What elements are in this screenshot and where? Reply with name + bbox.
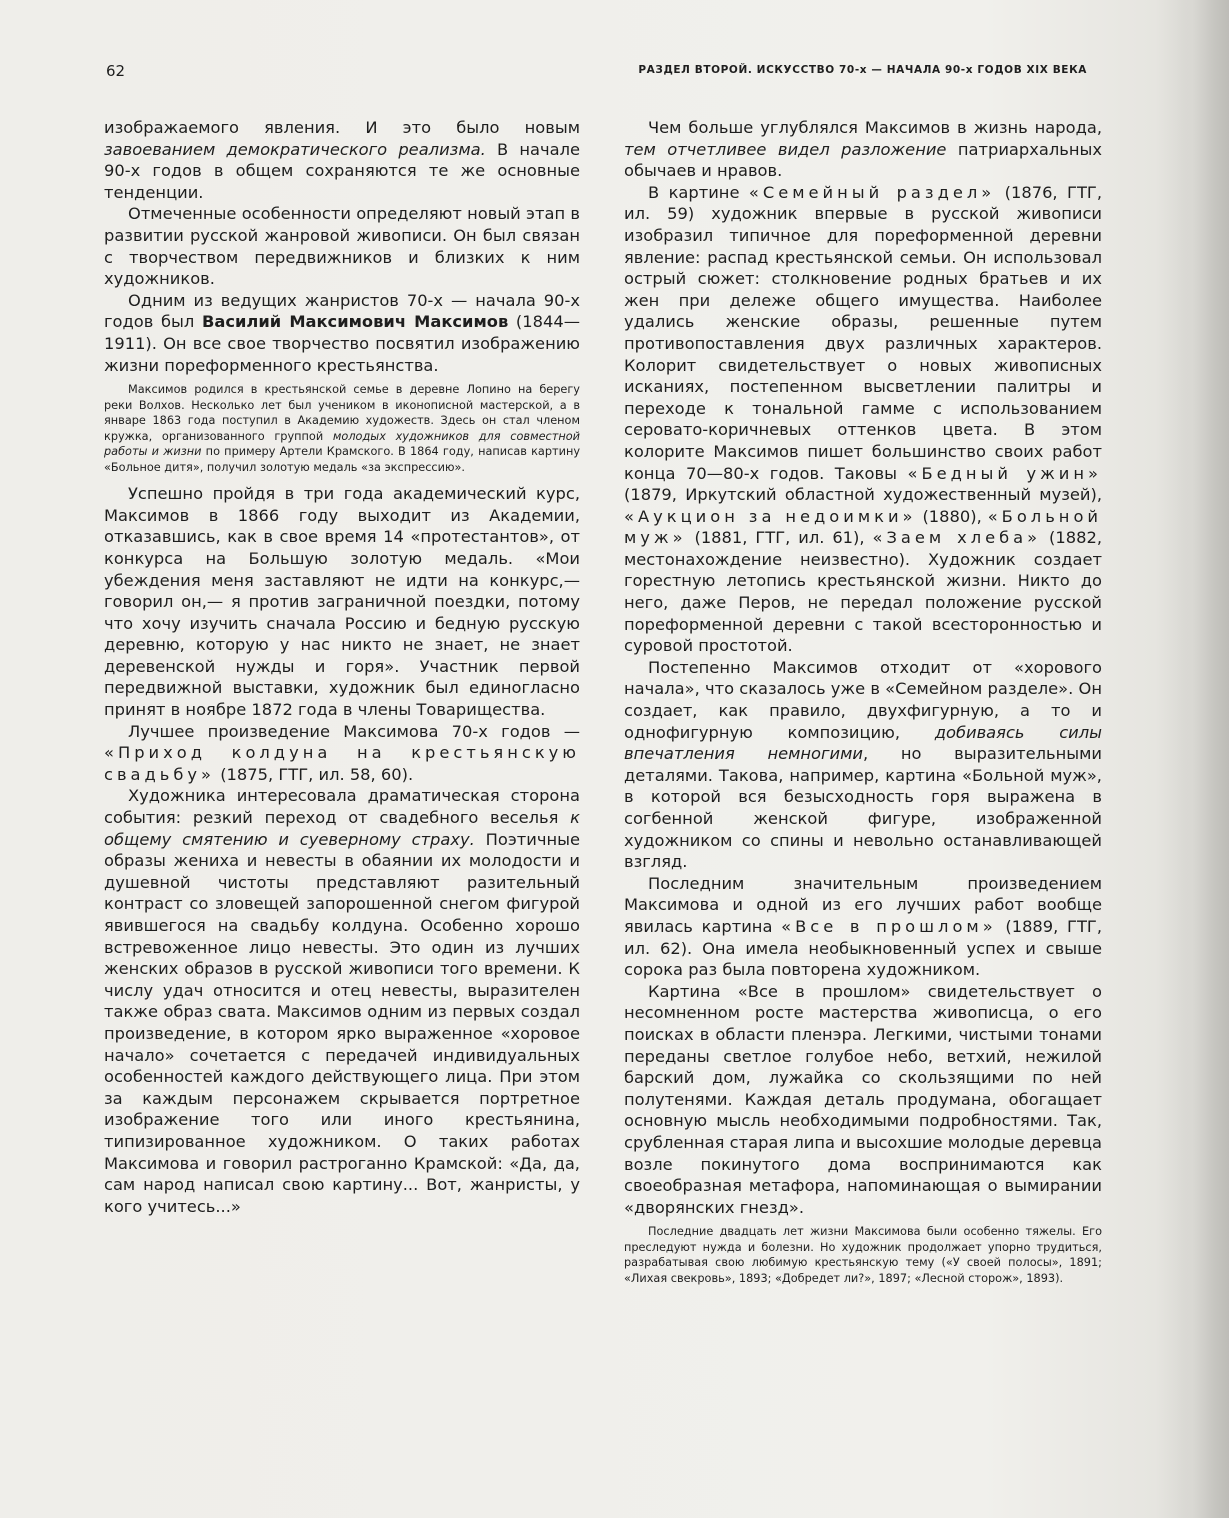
right-column <box>624 117 1102 1294</box>
biography-note: Максимов родился в крестьянской семье в деревне Лопино на берегу реки Волхов. Несколько лет был учеником в иконописной мастерской, а в январе 1863 года поступил в Академию художеств. Здесь он стал членом кружка, организованного группой молодых художников для совместной работы и жизни по примеру Артели Крамского. В 1864 году, написав картину «Больное дитя», получил золотую медаль «за экспрессию». <box>104 383 581 474</box>
paragraph: Последним значительным произведением Максимова и одной из его лучших работ вообще явилась картина «Все в прошлом» (1889, ГТГ, ил. 62). Она имела необыкновенный успех и свыше сорока раз была повторена художником. <box>624 873 1103 980</box>
paragraph: Художника интересовала драматическая сторона события: резкий переход от свадебного веселья к общему смятению и суеверному страху. Поэтичные образы жениха и невесты в обаянии их молодости и душевной чистоты представляют разительный контраст со зловещей запорошенной снегом фигурой явившегося на свадьбу колдуна. Особенно хорошо встревоженное лицо невесты. Это один из лучших женских образов в русской живописи того времени. К числу удач относится и отец невесты, выразителен также образ свата. Максимов одним из первых создал произведение, в котором ярко выраженное «хоровое начало» сочетается с передачей индивидуальных особенностей каждого действующего лица. При этом за каждым персонажем скрывается портретное изображение того или иного крестьянина, типизированное художником. О таких работах Максимова и говорил растроганно Крамской: «Да, да, сам народ написал свою картину... Вот, жанристы, у кого учитесь...» <box>104 786 580 1216</box>
artwork-title: «Больной муж» <box>624 506 1102 548</box>
paragraph: изображаемого явления. И это было новым завоеванием демократического реализма. В начале 90-х годов в общем сохраняются те же основные тенденции. <box>104 118 580 202</box>
paragraph: В картине «Семейный раздел» (1876, ГТГ, ил. 59) художник впервые в русской живописи изобразил типичное для пореформенной деревни явление: распад крестьянской семьи. Он использовал острый сюжет: столкновение родных братьев и их жен при дележе общего имущества. Наиболее удались женские образы, решенные путем противопоставления двух различных характеров. Колорит свидетельствует о новых живописных исканиях, постепенном высветлении палитры и переходе к тональной гамме с использованием серовато-коричневых оттенков цвета. В этом колорите Максимов пишет большинство своих работ конца 70—80-х годов. Таковы «Бедный ужин» (1879, Иркутский областной художественный музей), «Аукцион за недоимки» (1880), «Больной муж» (1881, ГТГ, ил. 61), «Заем хлеба» (1882, местонахождение неизвестно). Художник создает горестную летопись крестьянской жизни. Никто до него, даже Перов, не передал положение русской пореформенной деревни с такой всесторонностью и суровой простотой. <box>624 182 1103 656</box>
artwork-title: «Все в прошлом» <box>781 916 997 936</box>
late-years-note: Последние двадцать лет жизни Максимова были особенно тяжелы. Его преследуют нужда и болезни. Но художник продолжает упорно трудиться, разрабатывая свою любимую крестьянскую тему («У своей полосы», 1891; «Лихая свекровь», 1893; «Добредет ли?», 1897; «Лесной сторож», 1893). <box>624 1225 1102 1285</box>
paragraph: Постепенно Максимов отходит от «хорового начала», что сказалось уже в «Семейном разделе». Он создает, как правило, двухфигурную, а то и однофигурную композицию, добиваясь силы впечатления немногими, но выразительными деталями. Такова, например, картина «Больной муж», в которой вся безысходность горя выражена в согбенной женской фигуре, изображенной художником со спины и невольно останавливающей взгляд. <box>624 657 1102 872</box>
artwork-title: «Бедный ужин» <box>907 463 1102 483</box>
artwork-title: «Заем хлеба» <box>872 528 1042 548</box>
running-head: РАЗДЕЛ ВТОРОЙ. ИСКУССТВО 70-х — НАЧАЛА 90-х ГОДОВ XIX ВЕКА <box>638 64 1087 76</box>
paragraph: Чем больше углублялся Максимов в жизнь народа, тем отчетливее видел разложение патриархальных обычаев и нравов. <box>624 118 1102 181</box>
artwork-title: «Аукцион за недоимки» <box>624 506 917 526</box>
paragraph: Отмеченные особенности определяют новый этап в развитии русской жанровой живописи. Он был связан с творчеством передвижников и близких к ним художников. <box>104 204 580 289</box>
page-header <box>106 62 1087 82</box>
artwork-title: «Приход колдуна на крестьянскую свадьбу» <box>104 743 580 784</box>
artwork-title: «Семейный раздел» <box>748 182 996 202</box>
paragraph: Одним из ведущих жанристов 70-х — начала 90-х годов был Василий Максимович Максимов (1844—1911). Он все свое творчество посвятил изображению жизни пореформенного крестьянства. <box>104 290 580 375</box>
paragraph: Лучшее произведение Максимова 70-х годов — «Приход колдуна на крестьянскую свадьбу» (1875, ГТГ, ил. 58, 60). <box>104 721 580 784</box>
artist-name: Василий Максимович Максимов <box>201 312 509 332</box>
left-column <box>104 117 580 1217</box>
paragraph: Картина «Все в прошлом» свидетельствует о несомненном росте мастерства живописца, о его поисках в области пленэра. Легкими, чистыми тонами переданы светлое голубое небо, ветхий, нежилой барский дом, лужайка со скользящими по ней полутенями. Каждая деталь продумана, обогащает основную мысль необходимыми подробностями. Так, срубленная старая липа и высохшие молодые деревца возле покинутого дома воспринимаются как своеобразная метафора, напоминающая о вымирании «дворянских гнезд». <box>624 981 1102 1217</box>
paragraph: Успешно пройдя в три года академический курс, Максимов в 1866 году выходит из Академии, отказавшись, как в свое время 14 «протестантов», от конкурса на Большую золотую медаль. «Мои убеждения меня заставляют не идти на конкурс,— говорил он,— я против заграничной поездки, потому что хочу изучить сначала Россию и бедную русскую деревню, которую у нас никто не знает, не знает деревенской нужды и горя». Участник первой передвижной выставки, художник был единогласно принят в ноябре 1872 года в члены Товарищества. <box>104 484 580 720</box>
page-number: 62 <box>106 62 126 80</box>
book-spine-shadow <box>1177 0 1229 1518</box>
